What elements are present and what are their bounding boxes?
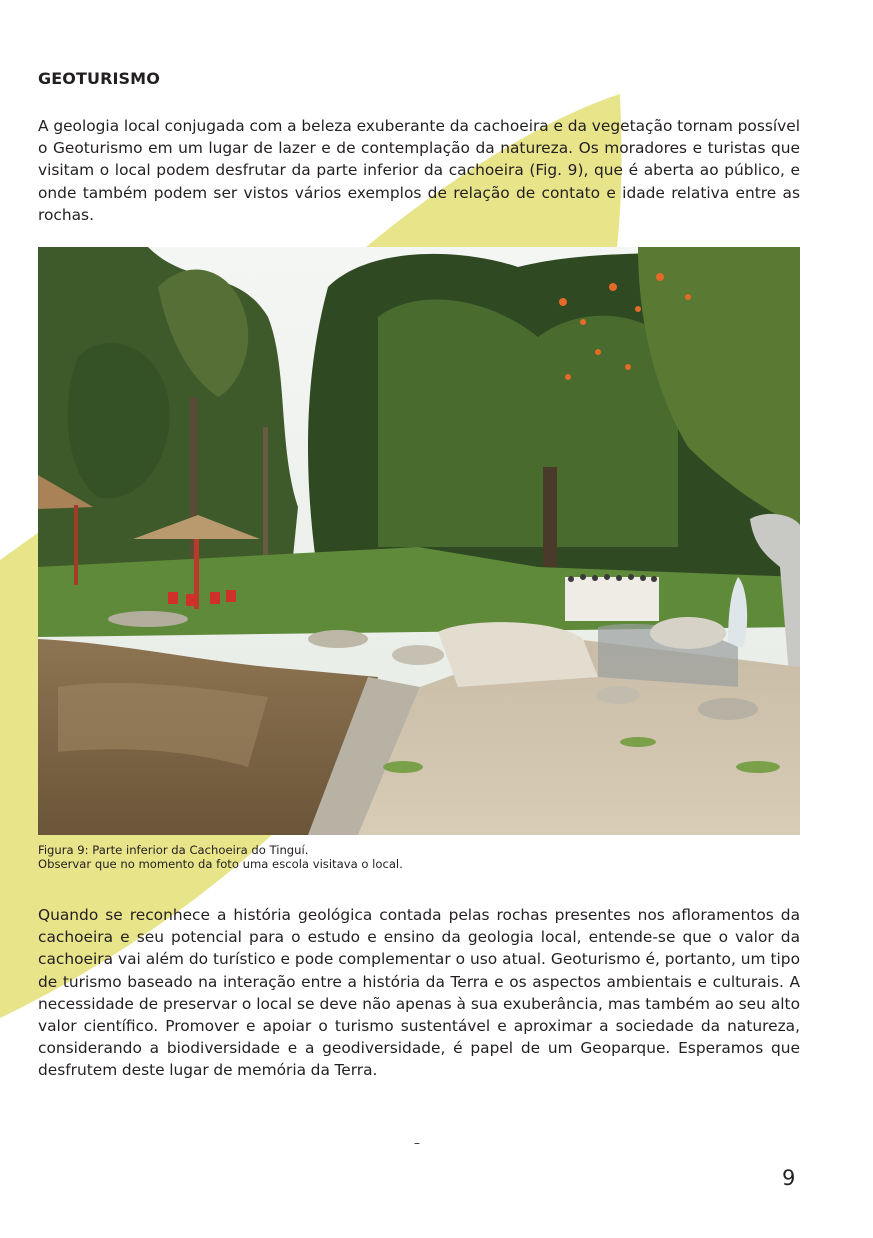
figure-caption	[38, 843, 403, 871]
figure-caption-title: Figura 9: Parte inferior da Cachoeira do Tinguí.	[38, 843, 309, 857]
intro-paragraph: A geologia local conjugada com a beleza exuberante da cachoeira e da vegetação tornam possível o Geoturismo em um lugar de lazer e de contemplação da natureza. Os moradores e turistas que visitam o local podem desfrutar da parte inferior da cachoeira (Fig. 9), que é aberta ao público, e onde também podem ser vistos vários exemplos de relação de contato e idade relativa entre as rochas.	[38, 117, 800, 224]
body-paragraph: Quando se reconhece a história geológica contada pelas rochas presentes nos afloramentos da cachoeira e seu potencial para o estudo e ensino da geologia local, entende-se que o valor da cachoeira vai além do turístico e pode complementar o uso atual. Geoturismo é, portanto, um tipo de turismo baseado na interação entre a história da Terra e os aspectos ambientais e culturais. A necessidade de preservar o local se deve não apenas à sua exuberância, mas também ao seu alto valor científico. Promover e apoiar o turismo sustentável e aproximar a sociedade da natureza, considerando a biodiversidade e a geodiversidade, é papel de um Geoparque. Esperamos que desfrutem deste lugar de memória da Terra.	[38, 906, 800, 1080]
waterfall-photo	[38, 247, 800, 835]
section-heading: GEOTURISMO	[38, 69, 160, 88]
footer-dash: –	[414, 1136, 420, 1150]
page-number: 9	[782, 1166, 796, 1190]
figure-caption-note: Observar que no momento da foto uma escola visitava o local.	[38, 857, 403, 871]
